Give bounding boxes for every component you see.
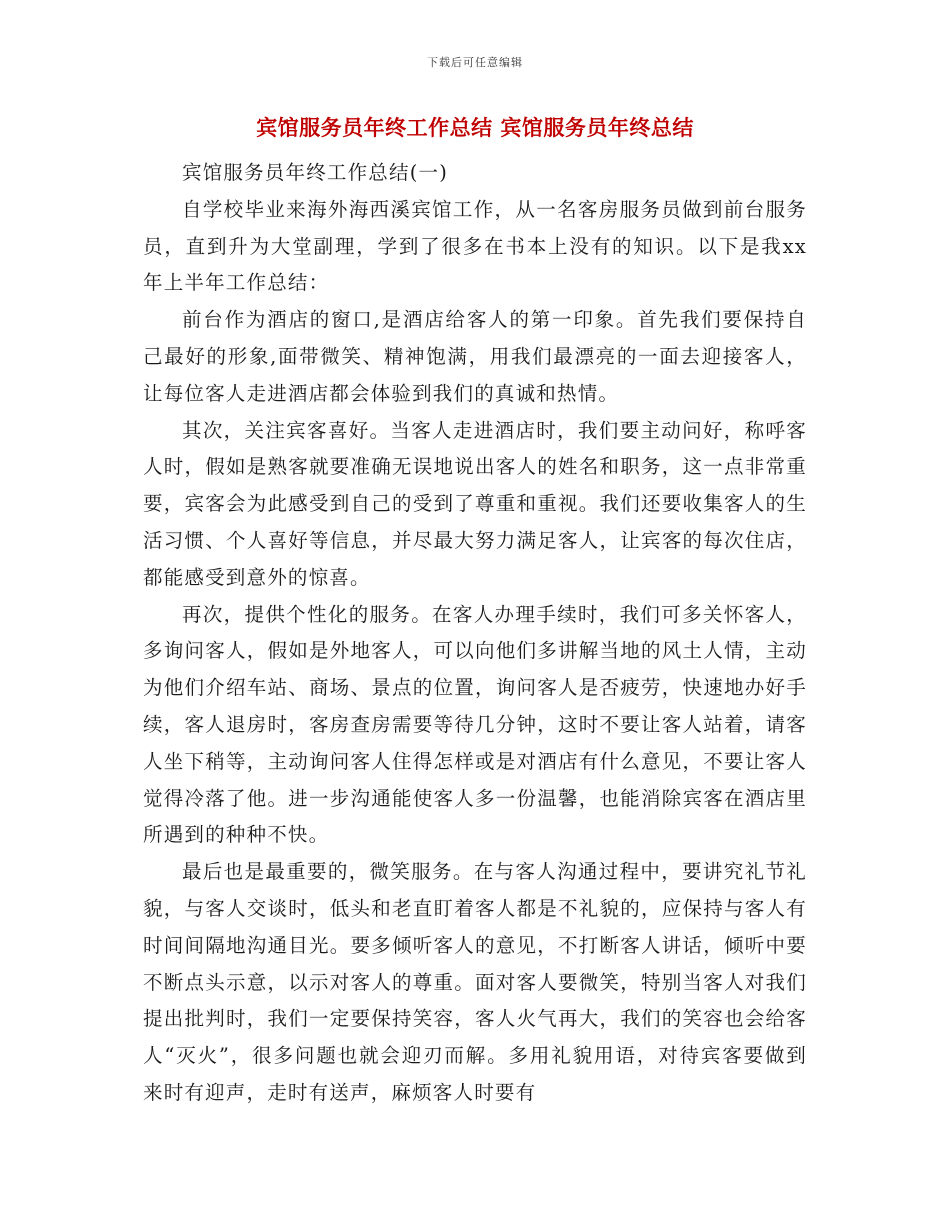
paragraph: 再次，提供个性化的服务。在客人办理手续时，我们可多关怀客人，多询问客人，假如是外地客人，可以向他们多讲解当地的风土人情，主动为他们介绍车站、商场、景点的位置，询问客人是否疲劳，快速地办好手续，客人退房时，客房查房需要等待几分钟，这时不要让客人站着，请客人坐下稍等，主动询问客人住得怎样或是对酒店有什么意见，不要让客人觉得冷落了他。进一步沟通能使客人多一份温馨，也能消除宾客在酒店里所遇到的种种不快。 bbox=[143, 602, 807, 847]
paragraph: 其次，关注宾客喜好。当客人走进酒店时，我们要主动问好，称呼客人时，假如是熟客就要准确无误地说出客人的姓名和职务，这一点非常重要，宾客会为此感受到自己的受到了尊重和重视。我们还要收集客人的生活习惯、个人喜好等信息，并尽最大努力满足客人，让宾客的每次住店，都能感受到意外的惊喜。 bbox=[143, 418, 807, 589]
header-note: 下载后可任意编辑 bbox=[427, 56, 523, 69]
section-heading: 宾馆服务员年终工作总结(一) bbox=[182, 161, 449, 184]
paragraph: 前台作为酒店的窗口,是酒店给客人的第一印象。首先我们要保持自己最好的形象,面带微笑、精神饱满，用我们最漂亮的一面去迎接客人，让每位客人走进酒店都会体验到我们的真诚和热情。 bbox=[143, 308, 807, 405]
document-body bbox=[143, 155, 807, 1112]
paragraph: 自学校毕业来海外海西溪宾馆工作，从一名客房服务员做到前台服务员，直到升为大堂副理，学到了很多在书本上没有的知识。以下是我xx年上半年工作总结： bbox=[143, 197, 807, 295]
paragraph: 最后也是最重要的，微笑服务。在与客人沟通过程中，要讲究礼节礼貌，与客人交谈时，低头和老直盯着客人都是不礼貌的，应保持与客人有时间间隔地沟通目光。要多倾听客人的意见，不打断客人讲话，倾听中要不断点头示意，以示对客人的尊重。面对客人要微笑，特别当客人对我们提出批判时，我们一定要保持笑容，客人火气再大，我们的笑容也会给客人“灭火”，很多问题也就会迎刃而解。多用礼貌用语，对待宾客要做到来时有迎声，走时有送声，麻烦客人时要有 bbox=[143, 860, 807, 1104]
document-title: 宾馆服务员年终工作总结 宾馆服务员年终总结 bbox=[256, 116, 694, 140]
